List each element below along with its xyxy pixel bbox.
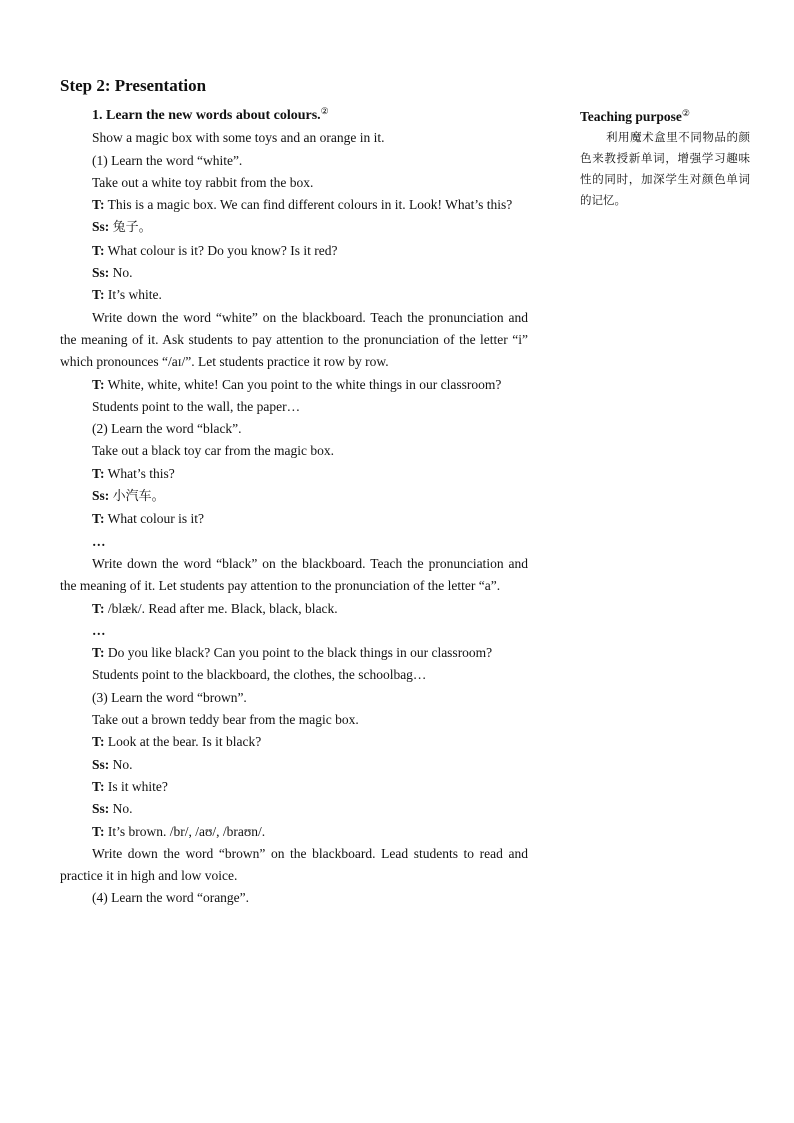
speaker: Ss:	[92, 756, 110, 772]
dialogue-line	[60, 508, 528, 530]
speaker: T:	[92, 242, 105, 258]
speaker: T:	[92, 734, 105, 750]
speaker: T:	[92, 511, 105, 527]
utterance: /blæk/. Read after me. Black, black, black.	[107, 600, 338, 616]
section-title	[60, 100, 528, 127]
dialogue-line	[60, 731, 528, 753]
dialogue-line	[60, 598, 528, 620]
dialogue-line	[60, 485, 528, 508]
footnote-mark: ②	[320, 106, 329, 116]
dialogue-line	[60, 262, 528, 284]
section-title-text: 1. Learn the new words about colours.	[92, 108, 321, 123]
utterance: 小汽车。	[112, 489, 165, 505]
speaker: T:	[92, 778, 105, 794]
ellipsis-line: …	[92, 533, 106, 549]
speaker: T:	[92, 465, 105, 481]
line: (4) Learn the word “orange”.	[92, 890, 250, 906]
speaker: T:	[92, 600, 105, 616]
dialogue-line	[60, 216, 528, 239]
teaching-purpose-title	[580, 103, 750, 127]
dialogue-line	[60, 642, 528, 664]
speaker: T:	[92, 823, 105, 839]
teaching-purpose-title-text: Teaching purpose	[580, 109, 682, 124]
utterance: What colour is it? Do you know? Is it red?	[107, 242, 338, 258]
line: Show a magic box with some toys and an orange in it.	[92, 130, 385, 146]
dialogue-line	[60, 194, 528, 216]
line: Take out a brown teddy bear from the magic box.	[92, 712, 359, 728]
dialogue-line	[60, 798, 528, 820]
utterance: This is a magic box. We can find different colours in it. Look! What’s this?	[107, 197, 513, 213]
dialogue-line	[60, 821, 528, 843]
dialogue-line	[60, 284, 528, 306]
line: Write down the word “brown” on the blackboard. Lead students to read and practice it in high and low voice.	[60, 845, 528, 884]
utterance: 兔子。	[112, 220, 152, 236]
dialogue-line	[60, 776, 528, 798]
utterance: It’s white.	[107, 287, 162, 303]
speaker: Ss:	[92, 488, 110, 504]
line: Write down the word “black” on the blackboard. Teach the pronunciation and the meaning of it. Let students pay attention to the pronunciation of the letter “a”.	[60, 555, 528, 594]
line: (1) Learn the word “white”.	[92, 152, 243, 168]
dialogue-line	[60, 463, 528, 485]
line: (2) Learn the word “black”.	[92, 421, 242, 437]
speaker: T:	[92, 197, 105, 213]
speaker: Ss:	[92, 265, 110, 281]
line: Students point to the wall, the paper…	[92, 398, 301, 414]
utterance: It’s brown. /br/, /aʊ/, /braʊn/.	[107, 823, 266, 839]
line: Take out a white toy rabbit from the box.	[92, 174, 314, 190]
dialogue-line	[60, 240, 528, 262]
ellipsis-line: …	[92, 622, 106, 638]
line: Take out a black toy car from the magic box.	[92, 443, 334, 459]
utterance: No.	[112, 265, 133, 281]
lesson-body	[60, 100, 528, 910]
utterance: What colour is it?	[107, 511, 204, 527]
speaker: T:	[92, 376, 105, 392]
speaker: T:	[92, 645, 105, 661]
utterance: What’s this?	[107, 465, 175, 481]
utterance: White, white, white! Can you point to the white things in our classroom?	[107, 376, 502, 392]
utterance: Do you like black? Can you point to the black things in our classroom?	[107, 645, 493, 661]
teaching-purpose-note	[580, 103, 750, 211]
speaker: T:	[92, 287, 105, 303]
step-heading: Step 2: Presentation	[60, 76, 207, 95]
speaker: Ss:	[92, 801, 110, 817]
teaching-purpose-text: 利用魔术盒里不同物品的颜色来教授新单词，增强学习趣味性的同时，加深学生对颜色单词的记忆。	[580, 130, 750, 207]
utterance: Is it white?	[107, 778, 168, 794]
speaker: Ss:	[92, 219, 110, 235]
line: (3) Learn the word “brown”.	[92, 689, 247, 705]
utterance: Look at the bear. Is it black?	[107, 734, 262, 750]
utterance: No.	[112, 756, 133, 772]
line: Write down the word “white” on the blackboard. Teach the pronunciation and the meaning of it. Ask students to pay attention to the pronunciation of the letter “i” which pronounces “/aɪ/”. Let students practice it row by row.	[60, 309, 528, 370]
utterance: No.	[112, 801, 133, 817]
line: Students point to the blackboard, the clothes, the schoolbag…	[92, 667, 427, 683]
dialogue-line	[60, 374, 528, 396]
dialogue-line	[60, 754, 528, 776]
footnote-mark: ②	[681, 108, 690, 118]
